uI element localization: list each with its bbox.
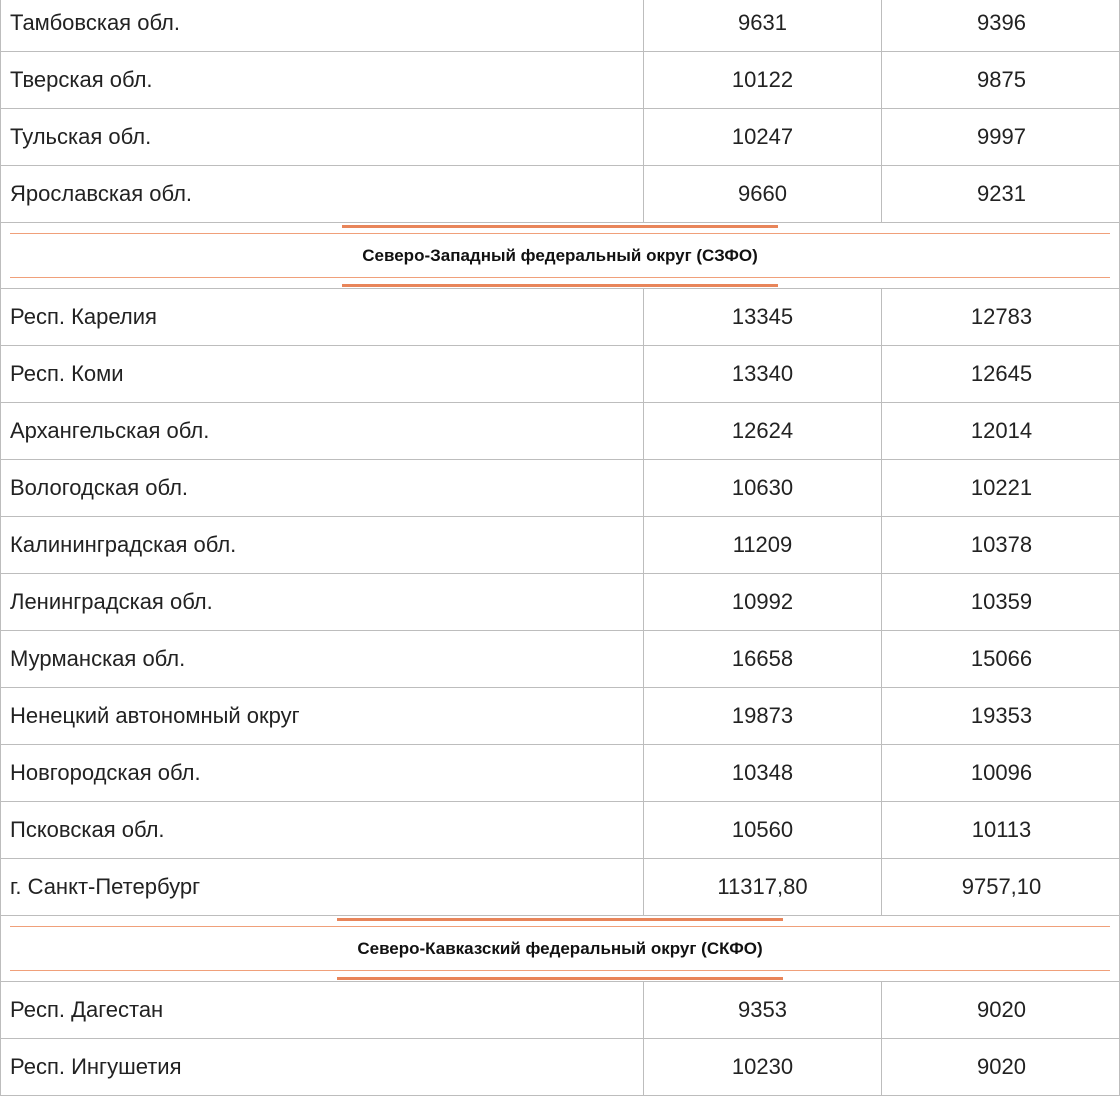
divider-line: [10, 277, 1110, 278]
region-cell: Тверская обл.: [10, 67, 153, 92]
table-row: [0, 631, 1120, 688]
table-row: [0, 688, 1120, 745]
section-title: [1, 223, 1119, 288]
table-row: [0, 574, 1120, 631]
value-cell-2: 9997: [881, 109, 1120, 165]
value-cell-2: 19353: [881, 688, 1120, 744]
table-row: [0, 0, 1120, 52]
section-title-text: Северо-Западный федеральный округ (СЗФО): [342, 246, 777, 266]
value-cell-1: 19873: [643, 688, 881, 744]
section-title-text: Северо-Кавказский федеральный округ (СКФО): [337, 939, 782, 959]
value-cell-2: 9875: [881, 52, 1120, 108]
value-cell-1: 13340: [643, 346, 881, 402]
region-cell: Тамбовская обл.: [10, 10, 181, 35]
value-cell-1: 10560: [643, 802, 881, 858]
value-cell-1: 11209: [643, 517, 881, 573]
region-cell: Респ. Коми: [10, 361, 124, 386]
table-row: [0, 982, 1120, 1039]
section-header: [0, 223, 1120, 289]
value-cell-2: 9396: [881, 0, 1120, 51]
value-cell-1: 10630: [643, 460, 881, 516]
value-cell-2: 10359: [881, 574, 1120, 630]
region-cell: Ненецкий автономный округ: [10, 703, 300, 728]
value-cell-2: 9020: [881, 982, 1120, 1038]
table-row: [0, 859, 1120, 916]
value-cell-1: 9660: [643, 166, 881, 222]
region-cell: Псковская обл.: [10, 817, 165, 842]
table-row: [0, 517, 1120, 574]
table-row: [0, 403, 1120, 460]
region-cell: Вологодская обл.: [10, 475, 189, 500]
region-cell: Тульская обл.: [10, 124, 152, 149]
value-cell-1: 10992: [643, 574, 881, 630]
value-cell-2: 12014: [881, 403, 1120, 459]
value-cell-2: 10096: [881, 745, 1120, 801]
value-cell-2: 10378: [881, 517, 1120, 573]
region-cell: Респ. Ингушетия: [10, 1054, 182, 1079]
region-cell: Ярославская обл.: [10, 181, 193, 206]
table-row: [0, 109, 1120, 166]
value-cell-1: 10247: [643, 109, 881, 165]
value-cell-1: 9631: [643, 0, 881, 51]
value-cell-2: 9231: [881, 166, 1120, 222]
region-cell: Респ. Карелия: [10, 304, 157, 329]
section-header: [0, 916, 1120, 982]
divider-line: [10, 970, 1110, 971]
value-cell-2: 15066: [881, 631, 1120, 687]
table-row: [0, 289, 1120, 346]
section-title: [1, 916, 1119, 981]
table-row: [0, 745, 1120, 802]
region-cell: Архангельская обл.: [10, 418, 210, 443]
value-cell-2: 12783: [881, 289, 1120, 345]
region-cell: Респ. Дагестан: [10, 997, 164, 1022]
region-cell: Новгородская обл.: [10, 760, 201, 785]
value-cell-2: 9757,10: [881, 859, 1120, 915]
value-cell-1: 10122: [643, 52, 881, 108]
table-row: [0, 1039, 1120, 1096]
table-row: [0, 346, 1120, 403]
value-cell-1: 13345: [643, 289, 881, 345]
value-cell-2: 10113: [881, 802, 1120, 858]
value-cell-2: 12645: [881, 346, 1120, 402]
value-cell-1: 10348: [643, 745, 881, 801]
region-cell: Ленинградская обл.: [10, 589, 213, 614]
region-cell: Калининградская обл.: [10, 532, 237, 557]
value-cell-1: 11317,80: [643, 859, 881, 915]
region-cell: Мурманская обл.: [10, 646, 186, 671]
value-cell-1: 10230: [643, 1039, 881, 1095]
value-cell-1: 9353: [643, 982, 881, 1038]
table-row: [0, 52, 1120, 109]
value-cell-1: 12624: [643, 403, 881, 459]
value-cell-2: 10221: [881, 460, 1120, 516]
table-row: [0, 460, 1120, 517]
table-row: [0, 166, 1120, 223]
value-cell-2: 9020: [881, 1039, 1120, 1095]
table-row: [0, 802, 1120, 859]
region-cell: г. Санкт-Петербург: [10, 874, 201, 899]
value-cell-1: 16658: [643, 631, 881, 687]
